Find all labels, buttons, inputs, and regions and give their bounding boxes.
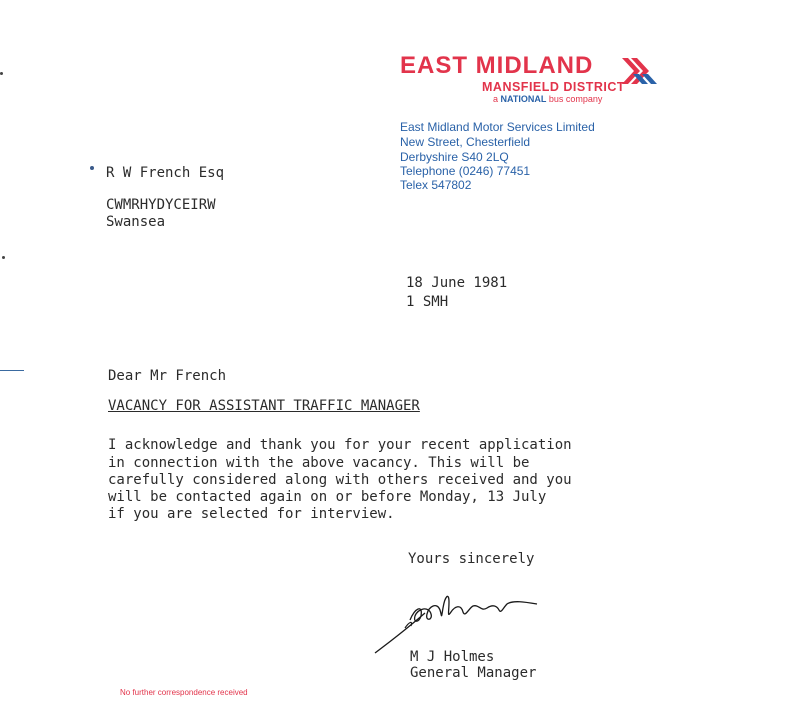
recipient-street: CWMRHYDYCEIRW [106,197,216,213]
body-line: will be contacted again on or before Monday, 13 July [108,489,547,505]
recipient-town: Swansea [106,214,166,230]
margin-dot [2,256,5,259]
closing: Yours sincerely [408,551,535,567]
company-address-line: Derbyshire S40 2LQ [400,150,509,164]
company-logo-text: EAST MIDLAND [400,52,594,79]
margin-dot [90,166,94,170]
tagline-prefix: a [493,94,499,104]
signatory-name: M J Holmes [410,649,495,665]
company-address-line: East Midland Motor Services Limited [400,120,595,134]
recipient-name: R W French Esq [106,165,225,181]
body-line: I acknowledge and thank you for your recent application [108,437,572,453]
company-address-line: Telex 547802 [400,178,472,192]
handwritten-signature [365,578,565,658]
letter-subject: VACANCY FOR ASSISTANT TRAFFIC MANAGER [108,398,420,414]
salutation: Dear Mr French [108,368,227,384]
signatory-title: General Manager [410,665,537,681]
tagline-brand: NATIONAL [500,94,547,104]
chevron-logo-icon [620,56,658,86]
fold-mark [0,370,24,371]
company-address-line: Telephone (0246) 77451 [400,164,531,178]
letter-date: 18 June 1981 [406,275,508,291]
margin-dot [0,72,3,75]
body-line: in connection with the above vacancy. This will be [108,455,530,471]
annotation-note: No further correspondence received [120,688,248,697]
letter-reference: 1 SMH [406,294,449,310]
district-name: MANSFIELD DISTRICT [482,80,626,94]
company-tagline [493,94,602,104]
company-address-line: New Street, Chesterfield [400,135,531,149]
tagline-suffix: bus company [548,94,603,104]
body-line: carefully considered along with others received and you [108,472,572,488]
body-line: if you are selected for interview. [108,506,395,522]
